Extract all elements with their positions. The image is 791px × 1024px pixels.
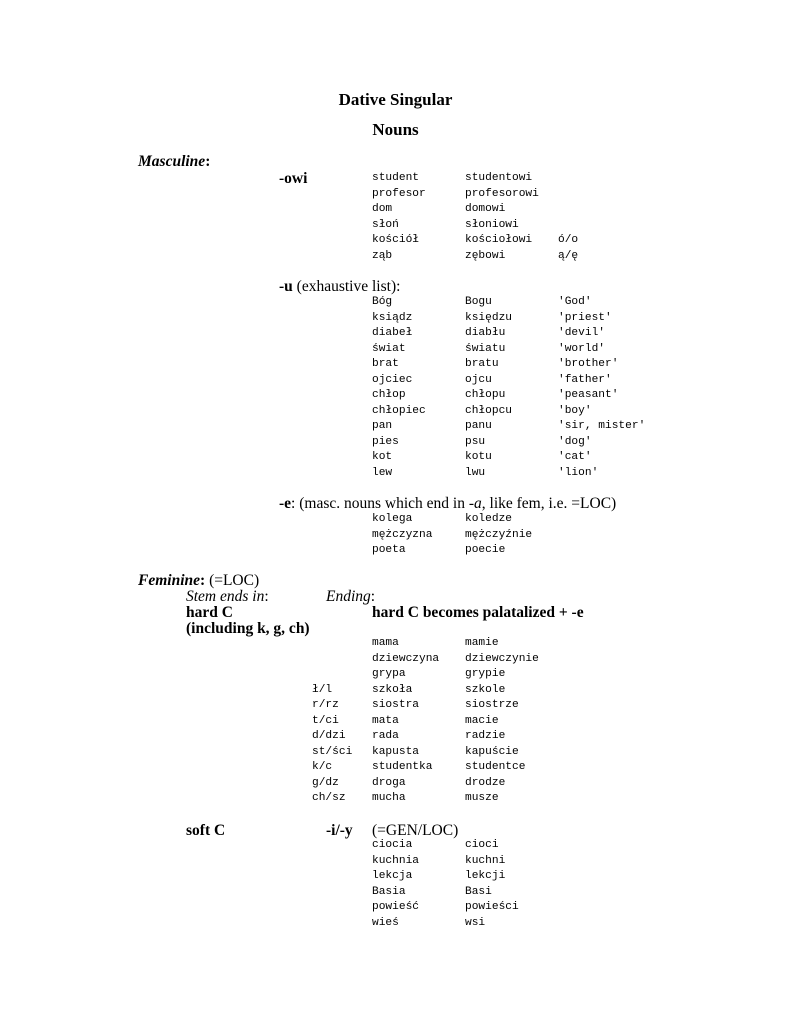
table-cell: chłopcu [465,404,512,417]
table-cell: słoń [372,218,399,231]
table-cell: kościołowi [465,234,533,246]
table-cell: kotu [465,451,492,463]
table-cell: k/c [312,761,333,773]
table-cell: 'brother' [558,358,619,370]
hard-c-label: hard C [186,604,233,621]
table-cell: mama [372,637,399,649]
table-cell: mężczyźnie [465,528,533,541]
table-cell: domowi [465,203,506,215]
hard-c-rule: hard C becomes palatalized + -e [372,604,584,621]
table-cell: student [372,172,419,184]
table-cell: 'lion' [558,466,599,479]
table-cell: Basi [465,885,492,898]
table-cell: dziewczynie [465,652,539,665]
table-cell: świat [372,342,406,355]
table-cell: 'God' [558,296,592,308]
table-cell: mata [372,714,399,727]
stem-header: Stem ends in: [186,588,269,605]
page-subtitle: Nouns [372,120,419,139]
table-cell: kuchnia [372,854,419,867]
table-cell: grypa [372,668,406,680]
table-cell: pan [372,420,393,432]
table-cell: ó/o [558,234,579,246]
table-cell: koledze [465,513,512,525]
soft-c-note: (=GEN/LOC) [372,822,459,839]
table-cell: panu [465,420,492,432]
table-cell: macie [465,714,499,727]
table-cell: pies [372,435,399,448]
table-cell: szkole [465,683,506,696]
table-cell: rada [372,730,399,742]
table-cell: kuchni [465,854,506,867]
table-cell: kolega [372,513,413,525]
table-cell: chłop [372,389,406,401]
table-cell: kapusta [372,745,419,758]
table-cell: ksiądz [372,311,413,324]
e-ending-heading: -e: (masc. nouns which end in -a, like fem, i.e. =LOC) [279,495,617,512]
table-cell: ą/ę [558,249,579,262]
table-cell: powieści [465,901,519,913]
table-cell: studentka [372,761,433,773]
table-cell: ojciec [372,373,413,386]
table-cell: profesor [372,187,426,200]
table-cell: dom [372,203,393,215]
table-cell: ojcu [465,373,492,386]
table-cell: lekcji [465,870,506,882]
table-cell: księdzu [465,311,512,324]
table-cell: r/rz [312,699,339,711]
table-cell: 'world' [558,342,605,355]
table-cell: 'boy' [558,404,592,417]
table-cell: mamie [465,637,499,649]
table-cell: 'cat' [558,451,592,463]
table-cell: ząb [372,249,393,262]
table-cell: 'dog' [558,435,592,448]
table-cell: poecie [465,544,506,556]
table-cell: radzie [465,730,506,742]
table-cell: kot [372,451,393,463]
table-cell: studentowi [465,172,533,184]
table-cell: poeta [372,544,406,556]
page-title: Dative Singular [338,90,453,109]
soft-c-ending: -i/-y [326,822,353,839]
table-cell: Basia [372,885,406,898]
table-cell: kościół [372,234,419,246]
table-cell: drodze [465,776,506,789]
hard-c-sublabel: (including k, g, ch) [186,620,310,637]
table-cell: siostrze [465,699,519,711]
table-cell: st/ści [312,745,353,758]
table-cell: 'devil' [558,327,605,339]
soft-c-label: soft C [186,822,226,839]
table-cell: zębowi [465,249,506,262]
feminine-heading: Feminine: (=LOC) [138,572,260,589]
table-cell: 'peasant' [558,389,619,401]
table-cell: dziewczyna [372,652,440,665]
table-cell: ch/sz [312,792,346,804]
table-cell: psu [465,435,486,448]
table-cell: słoniowi [465,218,519,231]
table-cell: Bóg [372,296,393,308]
table-cell: musze [465,792,499,804]
table-cell: 'father' [558,373,612,386]
ending-header: Ending: [326,588,376,605]
table-cell: chłopiec [372,404,426,417]
table-cell: wsi [465,916,486,929]
table-cell: t/ci [312,714,339,727]
table-cell: 'sir, mister' [558,420,646,432]
table-cell: 'priest' [558,311,612,324]
table-cell: szkoła [372,683,413,696]
u-ending-heading: -u (exhaustive list): [279,278,401,295]
table-cell: światu [465,342,506,355]
table-cell: cioci [465,839,499,851]
table-cell: mężczyzna [372,528,433,541]
masculine-heading: Masculine: [138,153,211,170]
table-cell: brat [372,358,399,370]
table-cell: ł/l [312,683,333,696]
table-cell: powieść [372,901,419,913]
table-cell: bratu [465,358,499,370]
table-cell: d/dzi [312,730,346,742]
owi-ending-label: -owi [279,170,308,187]
table-cell: lew [372,466,393,479]
table-cell: wieś [372,916,399,929]
table-cell: diabłu [465,327,506,339]
table-cell: chłopu [465,389,506,401]
table-cell: lwu [465,466,486,479]
table-cell: studentce [465,761,526,773]
table-cell: grypie [465,668,506,680]
table-cell: droga [372,776,406,789]
table-cell: g/dz [312,776,339,789]
table-cell: Bogu [465,296,492,308]
table-cell: mucha [372,792,406,804]
table-cell: ciocia [372,839,413,851]
table-cell: profesorowi [465,187,539,200]
table-cell: diabeł [372,327,413,339]
table-cell: siostra [372,699,419,711]
table-cell: lekcja [372,870,413,882]
table-cell: kapuście [465,745,519,758]
